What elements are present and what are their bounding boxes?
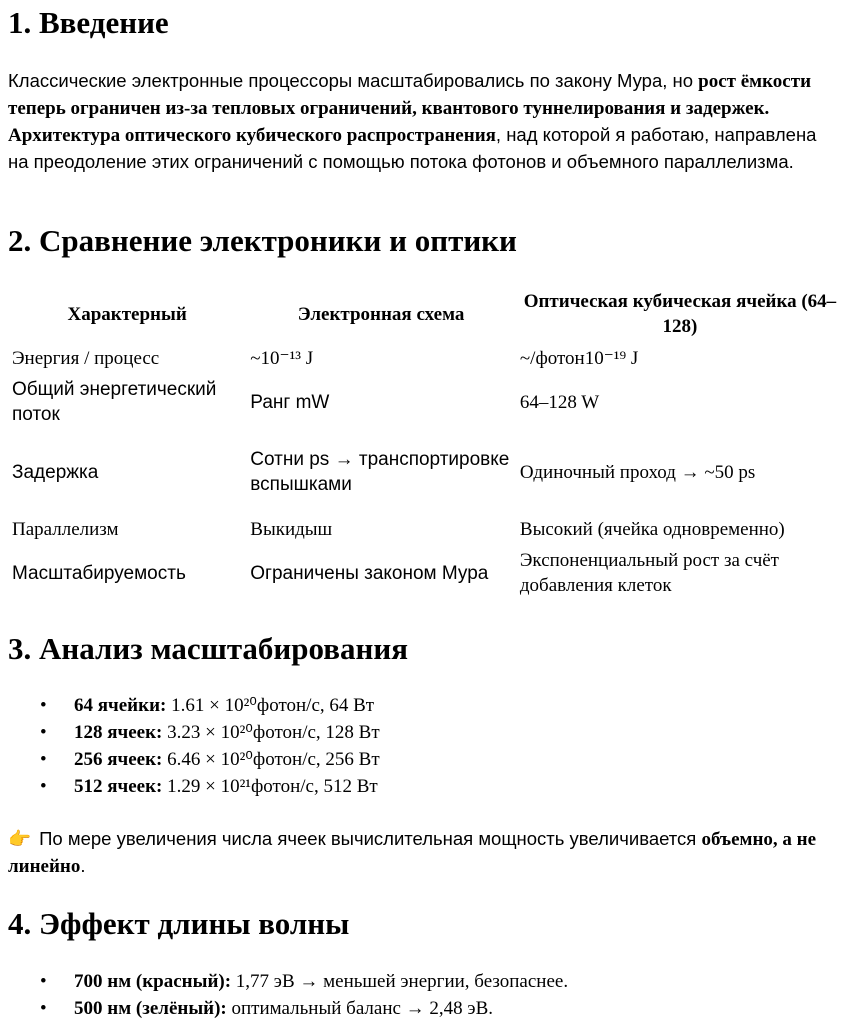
list-item-label: 700 нм (красный): (74, 971, 232, 992)
table-cell: Энергия / процесс (12, 347, 160, 369)
table-cell: Задержка (12, 461, 99, 483)
bullet-icon: • (40, 695, 47, 716)
table-header-row (8, 285, 844, 343)
bullet-icon: • (40, 998, 47, 1019)
section-heading-intro: 1. Введение (8, 5, 169, 40)
table-row (8, 373, 844, 431)
table-header-cell: Оптическая кубическая ячейка (64–128) (523, 291, 837, 337)
table-cell: Выкидыш (250, 518, 333, 540)
list-item-label: 64 ячейки: (74, 695, 167, 716)
table-header-cell: Характерный (67, 303, 187, 325)
scaling-list (8, 692, 380, 800)
table-cell: Экспоненциальный рост за счёт добавления клеток (519, 550, 779, 596)
table-cell: Ранг mW (250, 391, 330, 413)
table-header-cell: Электронная схема (297, 303, 465, 325)
intro-text-1: Классические электронные процессоры масштабировались по закону Мура, но (8, 70, 699, 91)
list-item-value: 1,77 эВ → меньшей энергии, безопаснее. (231, 971, 569, 992)
list-item (8, 719, 380, 746)
table-row (8, 513, 844, 545)
intro-bold-text: рост ёмкости теперь ограничен из-за тепловых ограничений, квантового туннелирования и задержек. Архитектура оптического кубического распространения (8, 71, 812, 146)
table-cell: Одиночный проход → ~50 ps (519, 461, 756, 483)
note-end: . (80, 855, 86, 876)
table-cell: Сотни ps → транспортировке вспышками (250, 449, 510, 495)
list-item-label: 512 ячеек: (74, 776, 163, 797)
section-heading-wavelength: 4. Эффект длины волны (8, 906, 350, 941)
wavelength-list (8, 968, 568, 1022)
list-item (8, 968, 568, 995)
list-item-label: 128 ячеек: (74, 722, 163, 743)
bullet-icon: • (40, 722, 47, 743)
list-item (8, 692, 380, 719)
list-item (8, 746, 380, 773)
list-item-value: оптимальный баланс → 2,48 эВ. (226, 998, 494, 1019)
list-item-value: 1.61 × 10²⁰фотон/с, 64 Вт (166, 695, 375, 716)
table-cell: Ограничены законом Мура (250, 562, 489, 584)
list-item-value: 3.23 × 10²⁰фотон/с, 128 Вт (162, 722, 380, 743)
table-cell: Общий энергетический поток (12, 379, 217, 425)
list-item (8, 773, 380, 800)
table-row (8, 431, 844, 513)
table-cell: Масштабируемость (12, 562, 186, 584)
table-cell: 64–128 W (519, 391, 600, 413)
table-row (8, 545, 844, 601)
note-bold-text: объемно, а не линейно (8, 829, 817, 877)
table-row (8, 343, 844, 373)
bullet-icon: • (40, 749, 47, 770)
comparison-table (8, 285, 844, 601)
table-cell: Высокий (ячейка одновременно) (519, 518, 785, 540)
section-heading-scaling: 3. Анализ масштабирования (8, 631, 408, 666)
table-cell: ~10⁻¹³ J (250, 347, 314, 369)
list-item-value: 1.29 × 10²¹фотон/с, 512 Вт (162, 776, 378, 797)
list-item-label: 256 ячеек: (74, 749, 163, 770)
intro-paragraph (8, 68, 838, 175)
list-item-label: 500 нм (зелёный): (74, 998, 227, 1019)
note-text: По мере увеличения числа ячеек вычислительная мощность увеличивается (34, 828, 702, 849)
section-heading-compare: 2. Сравнение электроники и оптики (8, 223, 517, 258)
intro-text-2: , над которой я работаю, направлена на преодоление этих ограничений с помощью потока фотонов и объемного параллелизма. (8, 124, 817, 172)
table-cell: ~/фотон10⁻¹⁹ J (519, 347, 639, 369)
pointing-hand-icon: 👉 (8, 828, 32, 849)
bullet-icon: • (40, 776, 47, 797)
list-item-value: 6.46 × 10²⁰фотон/с, 256 Вт (162, 749, 380, 770)
bullet-icon: • (40, 971, 47, 992)
list-item (8, 995, 568, 1022)
table-cell: Параллелизм (12, 518, 119, 540)
scaling-note (8, 826, 838, 880)
